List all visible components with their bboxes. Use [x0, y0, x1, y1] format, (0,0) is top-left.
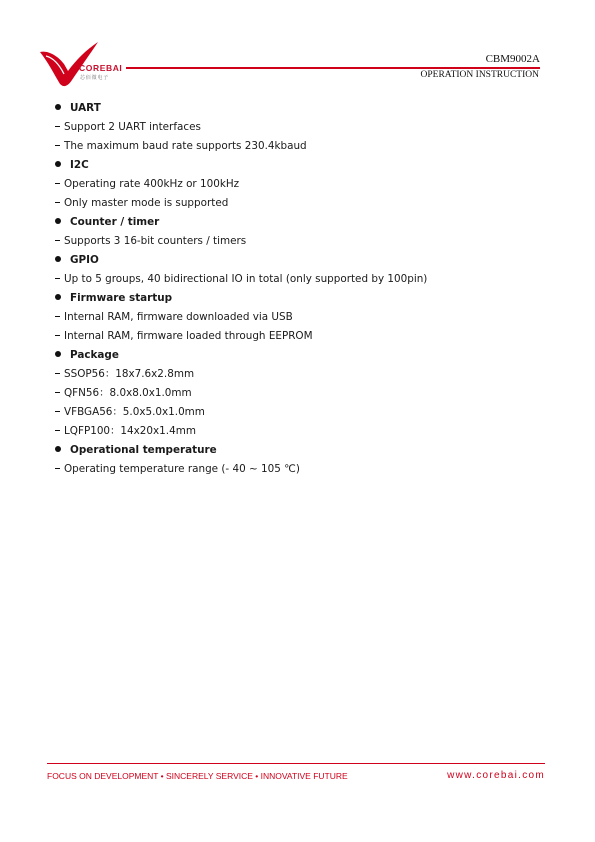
section-heading: [55, 99, 545, 118]
bullet-icon: [55, 104, 61, 110]
list-item: [55, 308, 545, 327]
dash-icon: [55, 335, 60, 336]
section-heading: [55, 156, 545, 175]
dash-icon: [55, 278, 60, 279]
dash-icon: [55, 468, 60, 469]
list-item: [55, 422, 545, 441]
bullet-icon: [55, 351, 61, 357]
list-item: [55, 194, 545, 213]
section-title: Counter / timer: [70, 216, 160, 228]
list-item: [55, 118, 545, 137]
section-heading: [55, 213, 545, 232]
list-item-text: Supports 3 16-bit counters / timers: [64, 235, 247, 247]
footer-slogan: FOCUS ON DEVELOPMENT • SINCERELY SERVICE • INNOVATIVE FUTURE: [47, 771, 348, 781]
list-item-text: LQFP100：14x20x1.4mm: [64, 425, 196, 437]
section-title: GPIO: [70, 254, 99, 266]
dash-icon: [55, 411, 60, 412]
section-title: I2C: [70, 159, 89, 171]
list-item-text: The maximum baud rate supports 230.4kbaud: [64, 140, 307, 152]
dash-icon: [55, 145, 60, 146]
footer-website[interactable]: www.corebai.com: [447, 770, 545, 781]
header-rule: [126, 67, 540, 69]
list-item-text: Operating temperature range (- 40 ~ 105 ℃): [64, 463, 300, 475]
dash-icon: [55, 430, 60, 431]
footer-rule: [47, 763, 545, 764]
dash-icon: [55, 183, 60, 184]
list-item: [55, 137, 545, 156]
bullet-icon: [55, 446, 61, 452]
list-item-text: VFBGA56：5.0x5.0x1.0mm: [64, 406, 205, 418]
section-heading: [55, 251, 545, 270]
section-title: Package: [70, 349, 119, 361]
section-heading: [55, 346, 545, 365]
list-item: [55, 460, 545, 479]
list-item: [55, 365, 545, 384]
list-item-text: QFN56：8.0x8.0x1.0mm: [64, 387, 192, 399]
dash-icon: [55, 202, 60, 203]
brand-subtitle: 芯佰微电子: [80, 75, 110, 81]
list-item-text: Internal RAM, firmware loaded through EEPROM: [64, 330, 313, 342]
document-id: CBM9002A: [485, 53, 540, 65]
bullet-icon: [55, 218, 61, 224]
list-item: [55, 384, 545, 403]
list-item: [55, 327, 545, 346]
document-type: OPERATION INSTRUCTION: [420, 70, 539, 80]
list-item: [55, 232, 545, 251]
section-title: Firmware startup: [70, 292, 173, 304]
dash-icon: [55, 240, 60, 241]
brand-name: COREBAI: [79, 63, 123, 73]
list-item: [55, 270, 545, 289]
dash-icon: [55, 126, 60, 127]
list-item-text: Operating rate 400kHz or 100kHz: [64, 178, 240, 190]
section-title: Operational temperature: [70, 444, 217, 456]
bullet-icon: [55, 256, 61, 262]
list-item: [55, 403, 545, 422]
section-title: UART: [70, 102, 101, 114]
list-item-text: Up to 5 groups, 40 bidirectional IO in total (only supported by 100pin): [64, 273, 428, 285]
list-item: [55, 175, 545, 194]
feature-list: [55, 99, 545, 479]
dash-icon: [55, 316, 60, 317]
list-item-text: Support 2 UART interfaces: [64, 121, 201, 133]
list-item-text: Internal RAM, firmware downloaded via USB: [64, 311, 293, 323]
section-heading: [55, 441, 545, 460]
dash-icon: [55, 392, 60, 393]
list-item-text: SSOP56：18x7.6x2.8mm: [64, 368, 195, 380]
list-item-text: Only master mode is supported: [64, 197, 229, 209]
dash-icon: [55, 373, 60, 374]
bullet-icon: [55, 161, 61, 167]
section-heading: [55, 289, 545, 308]
bullet-icon: [55, 294, 61, 300]
